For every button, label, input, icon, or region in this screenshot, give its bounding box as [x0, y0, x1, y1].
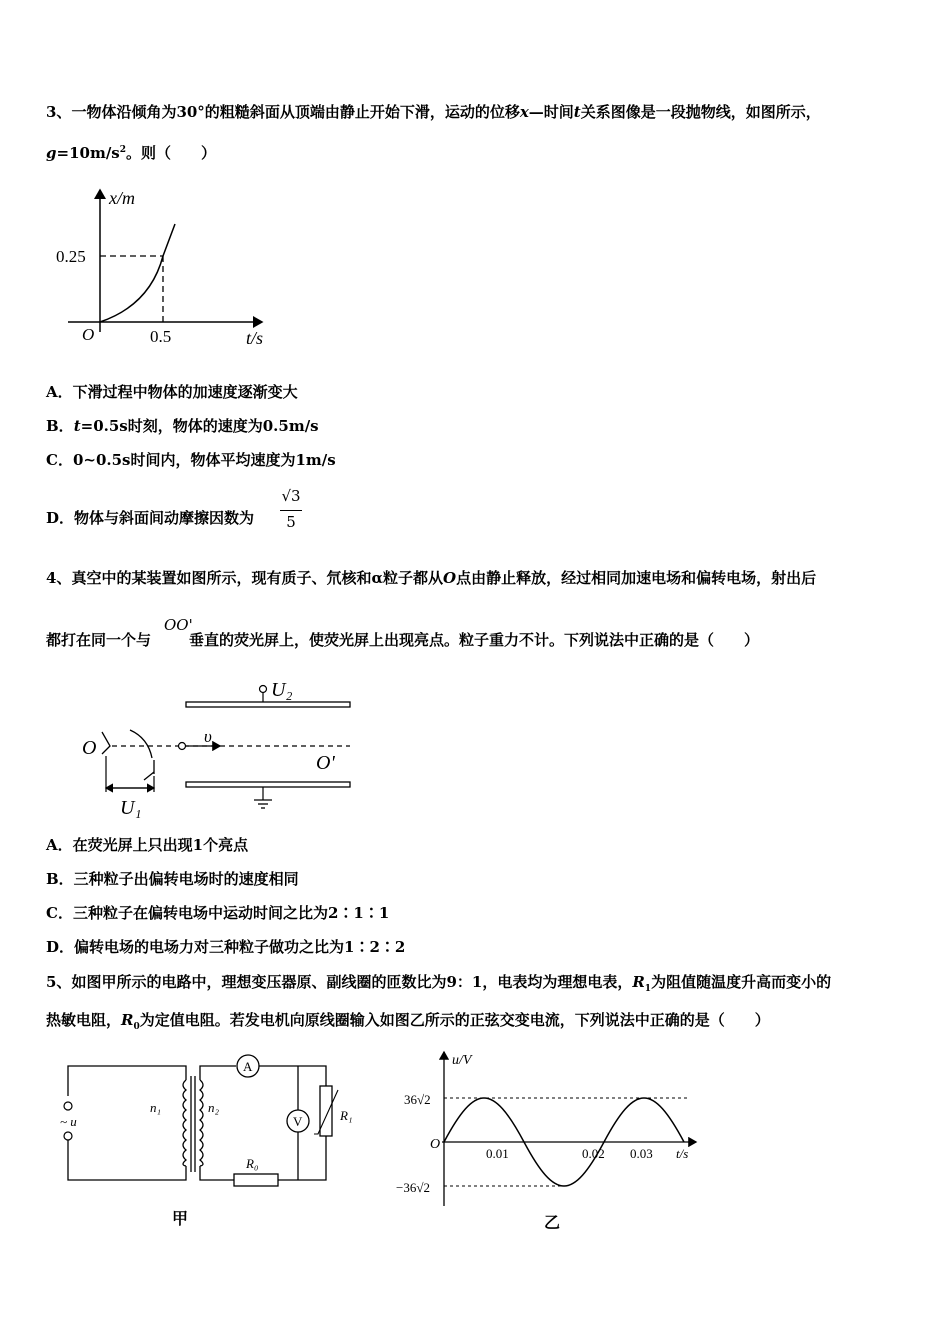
q5-secondary-coil	[200, 1080, 203, 1166]
q4-o-label: O	[82, 737, 97, 759]
q4-u2-label: U₂	[271, 679, 293, 701]
q3-parabola-curve	[100, 224, 175, 322]
q5-wave-tick-1: 0.01	[486, 1146, 509, 1161]
q5-r0-resistor	[234, 1174, 278, 1186]
q5-n1-label: n₁	[150, 1100, 162, 1115]
q4-o-prime-label: O'	[316, 752, 335, 774]
q5-wave-tick-3: 0.03	[630, 1146, 653, 1161]
q4-option-c: C．三种粒子在偏转电场中运动时间之比为2∶1∶1	[46, 904, 390, 922]
q3-origin: O	[82, 325, 95, 344]
q5-voltmeter-label: V	[293, 1114, 303, 1129]
q5-source-label: ~ u	[60, 1114, 77, 1129]
q4-stem-line1: 4、真空中的某装置如图所示，现有质子、氘核和α粒子都从O点由静止释放，经过相同加速电场和偏转电场，射出后	[46, 569, 817, 587]
q4-number: 4、	[46, 569, 72, 587]
q5-number: 5、	[46, 973, 72, 991]
q3-option-c: C．0~0.5s时间内，物体平均速度为1m/s	[46, 451, 336, 469]
q3-number: 3、	[46, 103, 72, 121]
q5-wave-y-label: u/V	[452, 1053, 472, 1068]
q3-y-label: x/m	[109, 188, 135, 208]
q4-u1-label: U₁	[120, 797, 142, 819]
q4-lower-plate	[186, 782, 350, 787]
q5-wave-origin: O	[430, 1137, 441, 1152]
q5-n2-label: n₂	[208, 1100, 220, 1115]
q4-upper-plate	[186, 702, 350, 707]
q4-option-d: D．偏转电场的电场力对三种粒子做功之比为1∶2∶2	[46, 938, 406, 956]
q5-circuit-caption: 甲	[172, 1211, 189, 1228]
q5-r1-thermistor	[320, 1086, 332, 1136]
q3-option-b: B．t=0.5s时刻，物体的速度为0.5m/s	[46, 417, 319, 435]
q3-x-tick: 0.5	[150, 327, 172, 346]
q5-circuit-figure	[50, 1048, 370, 1238]
q5-wave-peak-pos: 36√2	[404, 1092, 431, 1107]
q4-option-b: B．三种粒子出偏转电场时的速度相同	[46, 870, 299, 888]
q5-wave-peak-neg: −36√2	[396, 1180, 430, 1195]
q4-v-label: υ	[204, 727, 212, 746]
q3-stem-line1: 3、一物体沿倾角为30°的粗糙斜面从顶端由静止开始下滑，运动的位移x—时间t关系图像是一段抛物线，如图所示，	[46, 103, 821, 121]
q3-y-tick: 0.25	[56, 247, 86, 266]
q3-d-fraction-bar	[280, 510, 302, 511]
q5-source-terminal-bottom	[64, 1132, 72, 1140]
q3-d-fraction-num: √3	[281, 487, 301, 505]
q5-source-terminal-top	[64, 1102, 72, 1110]
q4-stem-line2: 都打在同一个与 垂直的荧光屏上，使荧光屏上出现亮点。粒子重力不计。下列说法中正确的是（ ）	[46, 631, 760, 649]
q5-stem-line2: 热敏电阻，$R_0$为定值电阻。若发电机向原线圈输入如图乙所示的正弦交变电流，下列说法中正确的是（ ）	[46, 1011, 770, 1032]
q3-stem-line2: $g=10m/s^2$。则（ ）	[46, 144, 217, 162]
q5-wave-x-label: t/s	[676, 1146, 689, 1161]
q4-particle	[179, 743, 186, 750]
q3-xt-graph	[50, 180, 290, 350]
q4-option-a: A．在荧光屏上只出现1个亮点	[46, 836, 249, 854]
q3-option-a: A．下滑过程中物体的加速度逐渐变大	[46, 383, 298, 401]
q3-d-fraction-den: 5	[286, 513, 296, 531]
q5-ammeter-label: A	[243, 1059, 253, 1074]
q5-waveform-figure	[390, 1046, 710, 1236]
q3-x-label: t/s	[246, 328, 264, 348]
q4-oo-label: OO'	[164, 616, 193, 634]
q5-stem-line1: 5、如图甲所示的电路中，理想变压器原、副线圈的匝数比为9：1，电表均为理想电表，$R_1$为阻值随温度升高而变小的	[46, 973, 832, 994]
q4-apparatus-figure	[78, 672, 358, 822]
q3-option-d: D．物体与斜面间动摩擦因数为	[46, 509, 255, 527]
q5-wave-tick-2: 0.02	[582, 1146, 605, 1161]
q5-r1-label: R₁	[340, 1108, 353, 1123]
q5-primary-coil	[183, 1080, 186, 1166]
q5-r0-label: R₀	[246, 1156, 259, 1171]
q5-wave-caption: 乙	[544, 1215, 561, 1232]
